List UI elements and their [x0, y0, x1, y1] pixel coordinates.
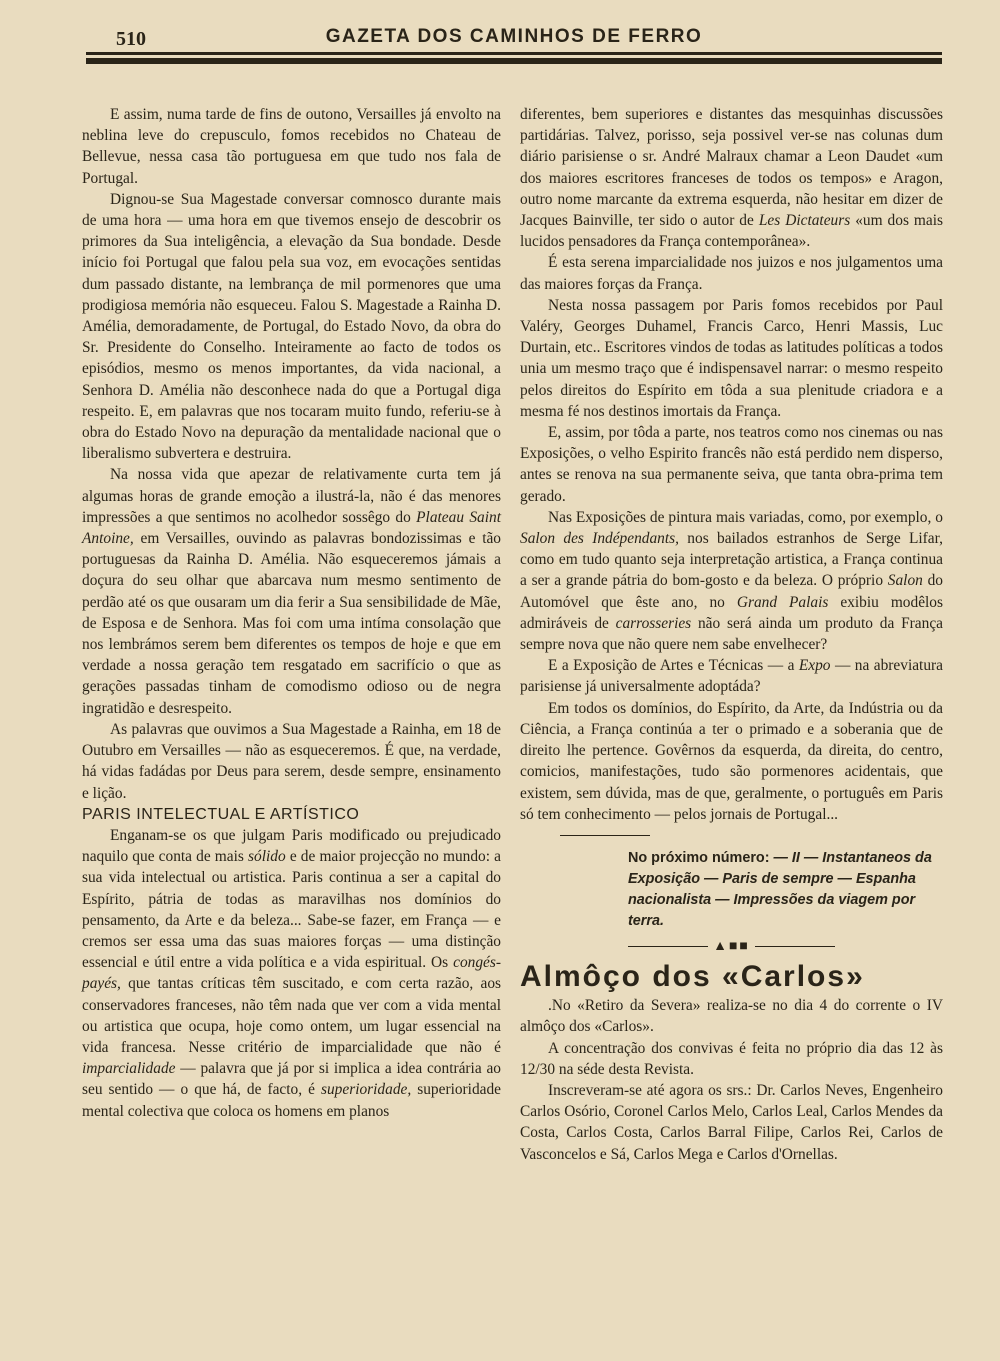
separator-line — [560, 835, 650, 836]
paragraph: E assim, numa tarde de fins de outono, Versailles já envolto na neblina leve do crepusculo, fomos recebidos no Chateau de Bellevue, nessa casa tão portuguesa em que tudo nos fala de Portugal. — [82, 106, 501, 187]
paragraph: diferentes, bem superiores e distantes das mesquinhas discussões partidárias. Talvez, porisso, seja possivel ver-se nas colunas dum diário parisiense o sr. André Malraux chamar a Leon Daudet «um dos maiores escritores franceses de todos os tempos» e Aragon, outro nome marcante da extrema esquerda, não hesitar em dizer de Jacques Bainville, ter sido o autor de Les Dictateurs «um dos mais lucidos pensadores da França contemporânea». — [520, 106, 943, 251]
paragraph: Dignou-se Sua Magestade conversar comnosco durante mais de uma hora — uma hora em que tivemos ensejo de descobrir os primores da Sua inteligência, a elevação da Sua bondade. Desde início foi Portugal que falou pela sua voz, em evocações sentidas dum passado distante, na lembrança de mil pormenores que uma prodigiosa memória não esqueceu. Falou S. Magestade a Rainha D. Amélia, demoradamente, de Portugal, do Estado Novo, da obra do Sr. Presidente do Conselho. Inteiramente ao facto de todos os episódios, mesmo os menos importantes, da vida nacional, a Senhora D. Amélia não desconhece nada do que a Portugal diga respeito. E, em palavras que nos tocaram muito fundo, referiu-se à obra do Estado Novo na depuração da mentalidade nacional que o liberalismo subvertera e destruira. — [82, 190, 501, 463]
article-title: Almôço dos «Carlos» — [520, 960, 865, 994]
page-header — [86, 18, 942, 68]
train-ornament: ▲■■ — [520, 936, 943, 957]
page-number: 510 — [116, 28, 146, 50]
paragraph: Inscreveram-se até agora os srs.: Dr. Carlos Neves, Engenheiro Carlos Osório, Coronel Carlos Melo, Carlos Leal, Carlos Mendes da Costa, Carlos Costa, Carlos Barral Filipe, Carlos Rei, Carlos de Vasconcelos e Sá, Carlos Mega e Carlos d'Ornellas. — [520, 1081, 943, 1163]
journal-title: GAZETA DOS CAMINHOS DE FERRO — [325, 26, 703, 47]
paragraph: .No «Retiro da Severa» realiza-se no dia 4 do corrente o IV almôço dos «Carlos». — [520, 997, 943, 1036]
paragraph: Nas Exposições de pintura mais variadas, como, por exemplo, o Salon des Indépendants, nos bailados estranhos de Serge Lifar, como em tudo quanto seja interpretação artistica, a França continua a ser a grande pátria do bom-gosto e da beleza. O próprio Salon do Automóvel que êste ano, no Grand Palais exibiu modêlos admiráveis de carrosseries não será ainda um produto da França sempre nova que não quere nem sabe envelhecer? — [520, 508, 943, 654]
paragraph: Em todos os domínios, do Espírito, da Arte, da Indústria ou da Ciência, a França continúa a ter o primado e a soberania que de direito lhe pertence. Govêrnos da esquerda, da direita, do centro, comicios, manifestações, tudo são pormenores acidentais, que existem, sem dúvida, mas de que, geralmente, o português em Paris só tem conhecimento — pelos jornais de Portugal... — [520, 699, 943, 823]
paragraph: Nesta nossa passagem por Paris fomos recebidos por Paul Valéry, Georges Duhamel, Francis Carco, Henri Massis, Luc Durtain, etc.. Escritores vindos de todas as latitudes políticas a todos unia um mesmo traço que é indispensavel narrar: o mesmo respeito pelos direitos do Espírito em tôda a sua plenitude criadora e a mesma fé nos destinos imortais da França. — [520, 296, 943, 420]
right-column — [520, 104, 943, 1165]
paragraph: As palavras que ouvimos a Sua Magestade a Rainha, em 18 de Outubro em Versailles — não as esqueceremos. É que, na verdade, há vidas fadádas por Deus para serem, desde sempre, ensinamento e lição. — [82, 720, 501, 802]
next-issue-note: No próximo número: — II — Instantaneos da Exposição — Paris de sempre — Espanha nacionalista — Impressões da viagem por terra. — [628, 849, 932, 929]
paragraph: E a Exposição de Artes e Técnicas — a Expo — na abreviatura parisiense já universalmente adoptáda? — [520, 657, 943, 696]
paragraph: A concentração dos convivas é feita no próprio dia das 12 às 12/30 na séde desta Revista. — [520, 1039, 943, 1078]
paragraph: Na nossa vida que apezar de relativamente curta tem já algumas horas de grande emoção a ilustrá-la, não é das menores impressões a que sentimos no acolhedor sossêgo do Plateau Saint Antoine, em Versailles, ouvindo as palavras bondozissimas e tão portuguesas da Rainha D. Amélia. Não esqueceremos jámais a doçura do seu olhar que abarcava num mesmo sentimento de perdão até os que ousaram um dia ferir a Sua sensibilidade de Mãe, de Esposa e de Senhora. Mas foi com uma intíma consolação que nos lembrámos serem bem diferentes os tempos de hoje e que em verdade a nossa geração tem resgatado em sacrifício o que as gerações passadas tinham de comodismo odioso ou de negra ingratidão e desrespeito. — [82, 466, 501, 717]
section-subheading: PARIS INTELECTUAL E ARTÍSTICO — [82, 805, 360, 823]
paragraph: E, assim, por tôda a parte, nos teatros como nos cinemas ou nas Exposições, o velho Espirito francês não está perdido nem disperso, antes se renova na sua permanente seiva, que tanta obra-prima tem gerado. — [520, 424, 943, 505]
paragraph: Enganam-se os que julgam Paris modificado ou prejudicado naquilo que conta de mais sólido e de maior projecção no mundo: a sua vida intelectual ou artistica. Paris continua a ser a capital do Espírito, pátria de todas as maravilhas nos domínios do pensamento, da Arte e da beleza... Sabe-se fazer, em França — e cremos ser essa uma das suas maiores forças — uma distinção essencial e útil entre a vida política e a vida espiritual. Os congés-payés, que tantas críticas têm suscitado, e com certa razão, aos conservadores franceses, não têm nada que ver com a vida mental ou artistica que ocupa, hoje como ontem, um lugar essencial na vida francesa. Nesse critério de imparcialidade que não é imparcialidade — palavra que já por si implica a idea contrária ao seu sentido — o que há, de facto, é superioridade, superioridade mental colectiva que coloca os homens em planos — [82, 826, 502, 1120]
header-rule-thick — [86, 58, 942, 64]
paragraph: É esta serena imparcialidade nos juizos e nos julgamentos uma das maiores forças da França. — [520, 254, 943, 293]
header-rule — [86, 52, 942, 55]
left-column — [82, 104, 501, 1122]
